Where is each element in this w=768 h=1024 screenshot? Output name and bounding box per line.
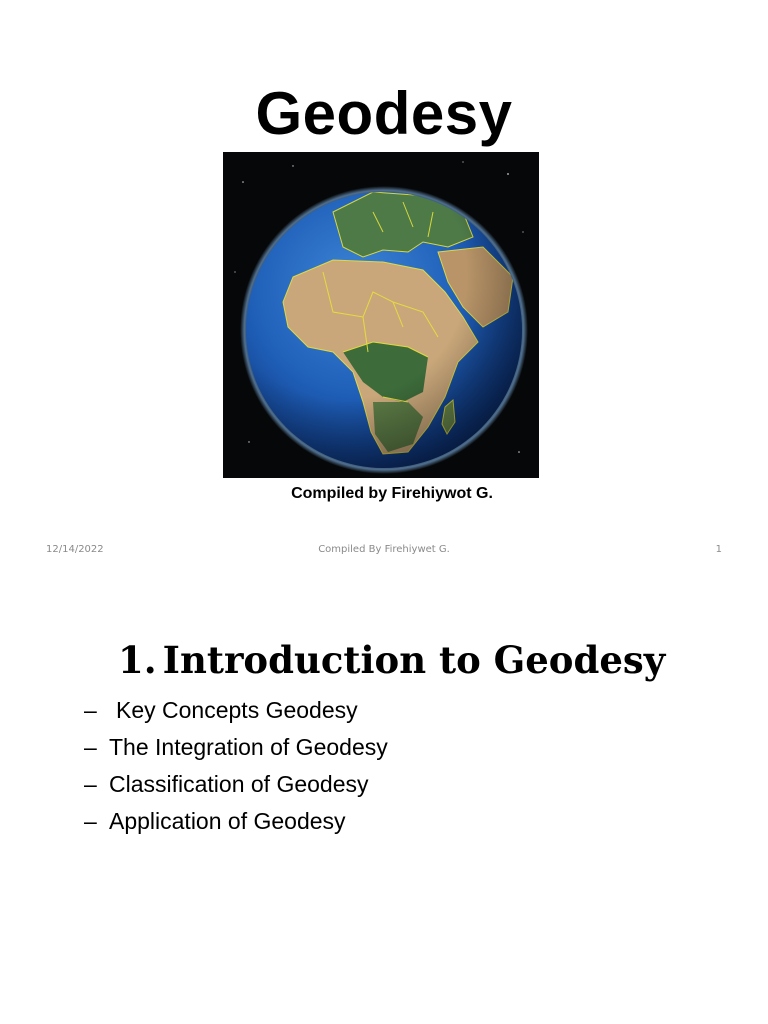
list-item: [84, 803, 388, 840]
list-item: [84, 766, 388, 803]
section-number: 1.: [118, 638, 157, 682]
footer-date: 12/14/2022: [46, 544, 104, 555]
bullet-dash: –: [84, 808, 97, 834]
slide-footer: [0, 543, 768, 557]
list-item-text: Key Concepts Geodesy: [116, 697, 358, 723]
bullet-dash: –: [84, 734, 97, 760]
list-item: [84, 692, 388, 729]
compiled-by-caption: Compiled by Firehiywot G.: [291, 485, 493, 502]
slide-2: [0, 576, 768, 1024]
list-item-text: Application of Geodesy: [109, 808, 346, 834]
list-item: [84, 729, 388, 766]
globe-earth-image: [223, 152, 539, 478]
section-heading-text: Introduction to Geodesy: [162, 638, 666, 682]
footer-author: Compiled By Firehiywet G.: [318, 544, 450, 555]
list-item-text: The Integration of Geodesy: [109, 734, 388, 760]
slide-title: Geodesy: [255, 80, 513, 147]
bullet-dash: –: [84, 697, 97, 723]
topic-list: [84, 692, 388, 840]
bullet-dash: –: [84, 771, 97, 797]
section-heading: [118, 636, 665, 684]
list-item-text: Classification of Geodesy: [109, 771, 369, 797]
footer-page-number: 1: [715, 544, 722, 555]
